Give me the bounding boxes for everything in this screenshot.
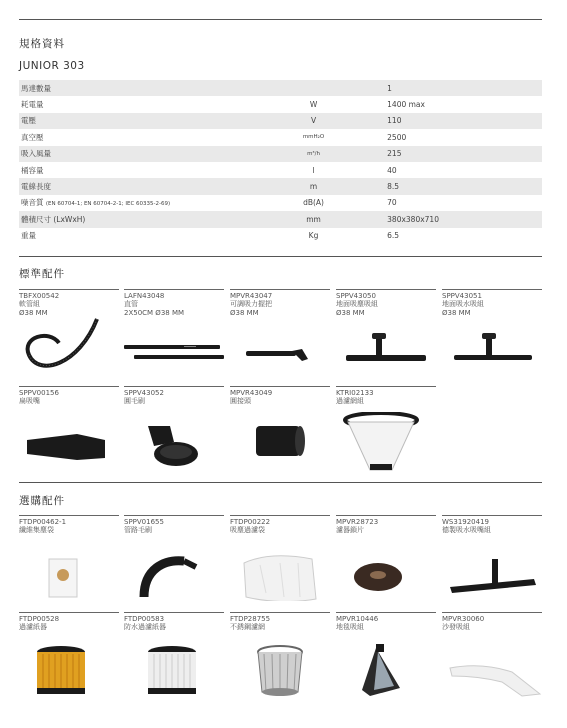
spec-row xyxy=(19,146,542,162)
item-desc: 軟管組 Ø38 MM xyxy=(19,300,48,317)
round-adapter-icon xyxy=(230,412,330,472)
item-desc: 地毯吸組 xyxy=(336,623,364,631)
spec-name: 噪音質 xyxy=(21,198,44,208)
spec-table xyxy=(19,80,542,244)
spec-unit: m³/h xyxy=(254,146,371,162)
item-desc: 扁吸嘴 xyxy=(19,397,40,405)
spec-unit: mmH₂O xyxy=(302,134,325,141)
accessory-item xyxy=(230,612,330,704)
spec-row xyxy=(19,96,542,112)
spec-name-note: (EN 60704-1; EN 60704-2-1; IEC 60335-2-69) xyxy=(45,201,171,208)
steel-mesh-icon xyxy=(230,638,330,698)
spec-value: 6.5 xyxy=(387,231,400,241)
spec-row xyxy=(19,195,542,211)
item-code: LAFN43048 xyxy=(124,292,165,300)
item-code: KTRI02133 xyxy=(336,389,374,397)
item-divider xyxy=(442,612,542,613)
accessory-item xyxy=(230,386,330,478)
item-divider xyxy=(336,386,436,387)
accessory-item xyxy=(124,515,224,607)
item-divider xyxy=(230,515,330,516)
spec-unit: mm xyxy=(254,211,371,227)
paper-cartridge-icon xyxy=(19,638,119,698)
item-code: FTDP00583 xyxy=(124,615,165,623)
item-divider xyxy=(19,612,119,613)
sofa-nozzle-icon xyxy=(442,638,542,698)
dust-bag-icon xyxy=(19,541,119,601)
accessory-item xyxy=(19,386,119,478)
item-desc: 濾器鎖片 xyxy=(336,526,364,534)
item-code: MPVR43049 xyxy=(230,389,273,397)
item-desc: 德製吸水吸嘴組 xyxy=(442,526,491,534)
item-code: SPPV43051 xyxy=(442,292,482,300)
model-name: JUNIOR 303 xyxy=(19,60,85,72)
item-divider xyxy=(442,289,542,290)
spec-value: 1 xyxy=(371,80,542,96)
item-code: MPVR10446 xyxy=(336,615,379,623)
straight-tubes-icon xyxy=(124,315,224,375)
spec-row xyxy=(19,129,542,145)
spec-name: 真空壓 xyxy=(21,132,44,142)
accessory-item xyxy=(336,386,436,478)
item-divider xyxy=(124,289,224,290)
filter-cone-icon xyxy=(336,412,436,472)
spec-name: 馬達數量 xyxy=(19,80,254,96)
accessory-item xyxy=(124,386,224,478)
item-code: SPPV00156 xyxy=(19,389,59,397)
item-desc: 過濾紙器 xyxy=(19,623,47,631)
item-divider xyxy=(336,289,436,290)
waterproof-cartridge-icon xyxy=(124,638,224,698)
spec-unit: dB(A) xyxy=(303,198,324,208)
spec-row xyxy=(19,113,542,129)
spec-value: 1400 max xyxy=(387,100,425,110)
item-desc: 吸塵過濾袋 xyxy=(230,526,265,534)
accessory-item xyxy=(19,515,119,607)
item-divider xyxy=(336,515,436,516)
standard-heading: 標準配件 xyxy=(19,268,65,280)
carpet-nozzle-icon xyxy=(336,638,436,698)
item-code: MPVR30060 xyxy=(442,615,485,623)
spec-unit: Kg xyxy=(308,231,319,241)
item-desc: 可調吸力握把 Ø38 MM xyxy=(230,300,272,317)
accessory-item xyxy=(336,612,436,704)
accessory-item xyxy=(336,515,436,607)
floor-nozzle-icon xyxy=(336,315,436,375)
spec-row xyxy=(19,211,542,227)
accessory-item xyxy=(124,612,224,704)
spec-value: 110 xyxy=(371,113,542,129)
accessory-item xyxy=(442,289,542,381)
item-divider xyxy=(230,386,330,387)
item-desc: 地面吸塵吸組 Ø38 MM xyxy=(336,300,378,317)
pipe-brush-icon xyxy=(124,541,224,601)
spec-row xyxy=(19,80,542,96)
spec-row xyxy=(19,178,542,194)
accessory-item xyxy=(19,289,119,381)
spec-value: 70 xyxy=(387,198,397,208)
spec-unit xyxy=(254,80,371,96)
handle-icon xyxy=(230,315,330,375)
spec-name: 電壓 xyxy=(19,113,254,129)
accessory-item xyxy=(336,289,436,381)
item-code: MPVR43047 xyxy=(230,292,273,300)
round-brush-icon xyxy=(124,412,224,472)
filter-lock-icon xyxy=(336,541,436,601)
item-code: SPPV01655 xyxy=(124,518,164,526)
item-code: SPPV43050 xyxy=(336,292,376,300)
spec-name: 重量 xyxy=(21,231,36,241)
item-desc: 防水過濾紙器 xyxy=(124,623,166,631)
spec-row xyxy=(19,162,542,178)
item-code: MPVR28723 xyxy=(336,518,379,526)
spec-value: 380x380x710 xyxy=(371,211,542,227)
item-desc: 圓毛刷 xyxy=(124,397,145,405)
spec-value: 215 xyxy=(371,146,542,162)
optional-heading: 選購配件 xyxy=(19,495,65,507)
accessory-item xyxy=(19,612,119,704)
item-divider xyxy=(442,515,542,516)
item-divider xyxy=(124,386,224,387)
spec-unit: l xyxy=(312,165,315,175)
water-nozzle-icon xyxy=(442,315,542,375)
item-desc: 沙發吸組 xyxy=(442,623,470,631)
spec-name-cell xyxy=(19,195,254,211)
spec-unit: V xyxy=(254,113,371,129)
item-divider xyxy=(230,612,330,613)
item-code: FTDP00528 xyxy=(19,615,60,623)
top-divider xyxy=(19,19,542,20)
item-divider xyxy=(19,289,119,290)
spec-name: 體積尺寸 (LxWxH) xyxy=(19,211,254,227)
hose-icon xyxy=(19,315,119,375)
accessory-item xyxy=(442,515,542,607)
accessory-item xyxy=(230,515,330,607)
item-code: SPPV43052 xyxy=(124,389,164,397)
item-divider xyxy=(19,386,119,387)
item-divider xyxy=(124,515,224,516)
spec-name: 電線長度 xyxy=(19,178,254,194)
item-code: FTDP00462-1 xyxy=(19,518,67,526)
optional-divider xyxy=(19,482,542,483)
spec-value: 40 xyxy=(387,165,397,175)
spec-value: 2500 xyxy=(387,132,407,142)
accessory-item xyxy=(442,612,542,704)
item-desc: 圓接頭 xyxy=(230,397,251,405)
spec-value: 8.5 xyxy=(371,178,542,194)
crevice-nozzle-icon xyxy=(19,412,119,472)
wide-water-nozzle-icon xyxy=(442,541,542,601)
item-code: TBFX00542 xyxy=(19,292,60,300)
item-desc: 不銹鋼濾網 xyxy=(230,623,265,631)
item-divider xyxy=(336,612,436,613)
spec-name: 耗電量 xyxy=(21,100,44,110)
item-code: FTDP28755 xyxy=(230,615,271,623)
spec-name: 桶容量 xyxy=(21,165,44,175)
item-divider xyxy=(230,289,330,290)
standard-divider xyxy=(19,256,542,257)
item-divider xyxy=(19,515,119,516)
spec-heading: 規格資料 xyxy=(19,38,65,50)
spec-row xyxy=(19,228,542,244)
item-code: FTDP00222 xyxy=(230,518,271,526)
accessory-item xyxy=(124,289,224,381)
item-desc: 纖維集塵袋 xyxy=(19,526,54,534)
item-desc: 過濾網組 xyxy=(336,397,364,405)
item-divider xyxy=(124,612,224,613)
spec-unit: W xyxy=(309,100,318,110)
accessory-item xyxy=(230,289,330,381)
item-desc: 直管 2X50CM Ø38 MM xyxy=(124,300,185,317)
filter-bag-icon xyxy=(230,541,330,601)
item-code: WS31920419 xyxy=(442,518,489,526)
spec-name: 吸入風量 xyxy=(19,146,254,162)
item-desc: 管路毛刷 xyxy=(124,526,152,534)
spec-unit: m xyxy=(254,178,371,194)
item-desc: 地面吸水吸組 Ø38 MM xyxy=(442,300,484,317)
